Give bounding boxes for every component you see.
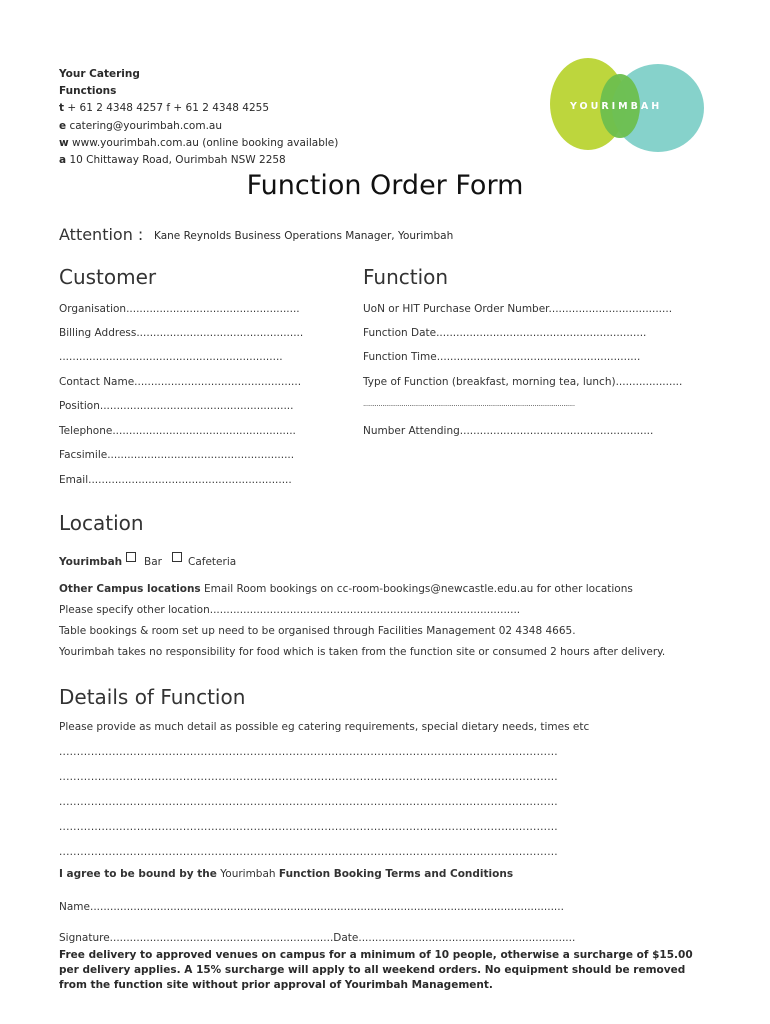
other-location-field[interactable]: Please specify other location............................................................................................. bbox=[59, 604, 521, 616]
yourimbah-label: Yourimbah bbox=[59, 556, 123, 568]
function-type-field[interactable]: Type of Function (breakfast, morning tea, lunch).................... bbox=[363, 376, 683, 388]
function-date-field[interactable]: Function Date............................................................... bbox=[363, 327, 647, 339]
name-field[interactable]: Name.............................................................................................................................................. bbox=[59, 901, 564, 913]
contact-web: w www.yourimbah.com.au (online booking available) bbox=[59, 136, 339, 149]
details-instructions: Please provide as much detail as possible eg catering requirements, special dietary needs, times etc bbox=[59, 721, 590, 733]
function-time-field[interactable]: Function Time............................................................. bbox=[363, 351, 641, 363]
billing-address-field[interactable]: Billing Address.................................................. bbox=[59, 327, 304, 339]
function-type-line-2[interactable]: .............................................................................................................. bbox=[363, 400, 575, 408]
organisation-field[interactable]: Organisation.................................................... bbox=[59, 303, 300, 315]
other-campus-note: Other Campus locations Email Room bookings on cc-room-bookings@newcastle.edu.au for other locations bbox=[59, 583, 633, 595]
details-line-3[interactable]: ............................................................................................................................................. bbox=[59, 796, 558, 808]
contact-email: e catering@yourimbah.com.au bbox=[59, 119, 223, 132]
details-heading: Details of Function bbox=[59, 685, 246, 709]
details-line-5[interactable]: ............................................................................................................................................. bbox=[59, 846, 558, 858]
details-line-1[interactable]: ............................................................................................................................................. bbox=[59, 746, 558, 758]
location-heading: Location bbox=[59, 511, 144, 535]
contact-phone: t + 61 2 4348 4257 f + 61 2 4348 4255 bbox=[59, 102, 270, 115]
bar-checkbox[interactable] bbox=[126, 552, 136, 562]
contact-line-1: Your Catering bbox=[59, 68, 140, 80]
contact-block bbox=[59, 66, 338, 169]
logo-text: YOURIMBAH bbox=[570, 101, 663, 112]
function-heading: Function bbox=[363, 265, 449, 289]
cafeteria-label: Cafeteria bbox=[188, 556, 237, 568]
page-title: Function Order Form bbox=[246, 170, 524, 201]
telephone-field[interactable]: Telephone....................................................... bbox=[59, 425, 296, 437]
responsibility-note: Yourimbah takes no responsibility for food which is taken from the function site or consumed 2 hours after delivery. bbox=[59, 646, 666, 658]
contact-address: a 10 Chittaway Road, Ourimbah NSW 2258 bbox=[59, 154, 286, 167]
attention-text: Kane Reynolds Business Operations Manager, Yourimbah bbox=[154, 230, 454, 242]
position-field[interactable]: Position.......................................................... bbox=[59, 400, 294, 412]
billing-address-line-2[interactable]: ................................................................... bbox=[59, 351, 283, 363]
table-bookings-note: Table bookings & room set up need to be organised through Facilities Management 02 4348 4665. bbox=[59, 625, 576, 637]
cafeteria-checkbox[interactable] bbox=[172, 552, 182, 562]
contact-line-2: Functions bbox=[59, 85, 117, 98]
number-attending-field[interactable]: Number Attending.......................................................... bbox=[363, 425, 654, 437]
signature-date-field[interactable]: Signature...................................................................Date................................................................. bbox=[59, 932, 576, 944]
email-field[interactable]: Email............................................................. bbox=[59, 474, 292, 486]
contact-name-field[interactable]: Contact Name.................................................. bbox=[59, 376, 302, 388]
facsimile-field[interactable]: Facsimile........................................................ bbox=[59, 449, 295, 461]
attention-label: Attention : bbox=[59, 225, 144, 244]
details-line-2[interactable]: ............................................................................................................................................. bbox=[59, 771, 558, 783]
details-line-4[interactable]: ............................................................................................................................................. bbox=[59, 821, 558, 833]
bar-label: Bar bbox=[144, 556, 162, 568]
free-delivery-note: Free delivery to approved venues on campus for a minimum of 10 people, otherwise a surcharge of $15.00 per delivery applies. A 15% surcharge will apply to all weekend orders. No equipment should be removed from the function site without prior approval of Yourimbah Management. bbox=[59, 949, 693, 991]
agreement-statement: I agree to be bound by the Yourimbah Function Booking Terms and Conditions bbox=[59, 868, 514, 880]
customer-heading: Customer bbox=[59, 265, 157, 289]
purchase-order-field[interactable]: UoN or HIT Purchase Order Number..................................... bbox=[363, 303, 673, 315]
